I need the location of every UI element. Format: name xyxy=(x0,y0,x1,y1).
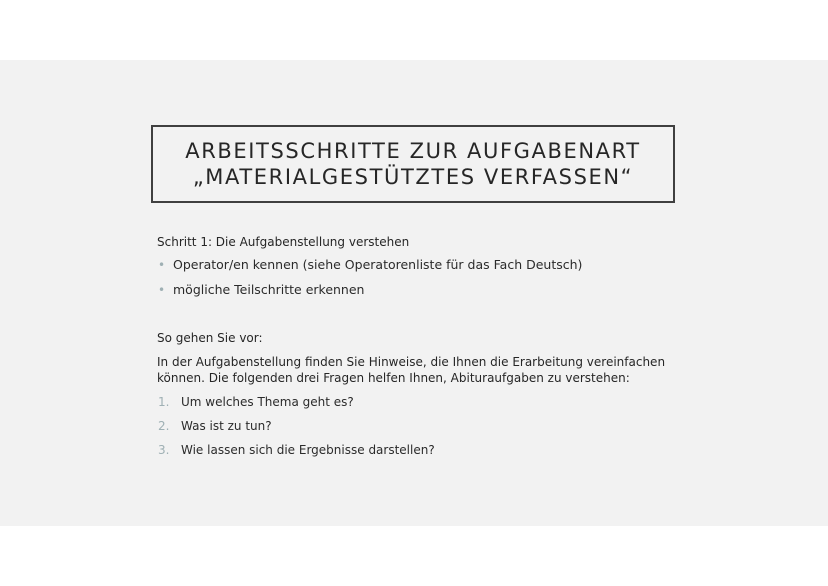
question-item xyxy=(157,442,677,458)
title-line-1: ARBEITSSCHRITTE ZUR AUFGABENART xyxy=(185,139,641,163)
bullet-dot-icon: • xyxy=(158,283,166,297)
question-number: 3. xyxy=(158,443,170,457)
procedure-paragraph: In der Aufgabenstellung finden Sie Hinweise, die Ihnen die Erarbeitung vereinfachen können. Die folgenden drei Fragen helfen Ihnen, Abituraufgaben zu verstehen: xyxy=(157,355,666,385)
step-bullet-list xyxy=(157,257,677,298)
question-item xyxy=(157,394,677,410)
slide-content xyxy=(157,234,677,466)
step-heading: Schritt 1: Die Aufgabenstellung verstehen xyxy=(157,235,410,249)
procedure-intro: So gehen Sie vor: xyxy=(157,331,263,345)
question-text: Wie lassen sich die Ergebnisse darstellen? xyxy=(181,443,435,457)
bullet-text: mögliche Teilschritte erkennen xyxy=(173,282,365,297)
title-line-2: „MATERIALGESTÜTZTES VERFASSEN“ xyxy=(192,165,634,189)
title-box xyxy=(151,125,675,203)
question-list xyxy=(157,394,677,458)
bullet-item xyxy=(157,282,677,298)
question-number: 1. xyxy=(158,395,170,409)
question-item xyxy=(157,418,677,434)
question-text: Was ist zu tun? xyxy=(181,419,272,433)
bullet-dot-icon: • xyxy=(158,258,166,272)
question-number: 2. xyxy=(158,419,170,433)
slide xyxy=(0,60,828,526)
bullet-item xyxy=(157,257,677,273)
bullet-text: Operator/en kennen (siehe Operatorenliste für das Fach Deutsch) xyxy=(173,257,583,272)
question-text: Um welches Thema geht es? xyxy=(181,395,354,409)
